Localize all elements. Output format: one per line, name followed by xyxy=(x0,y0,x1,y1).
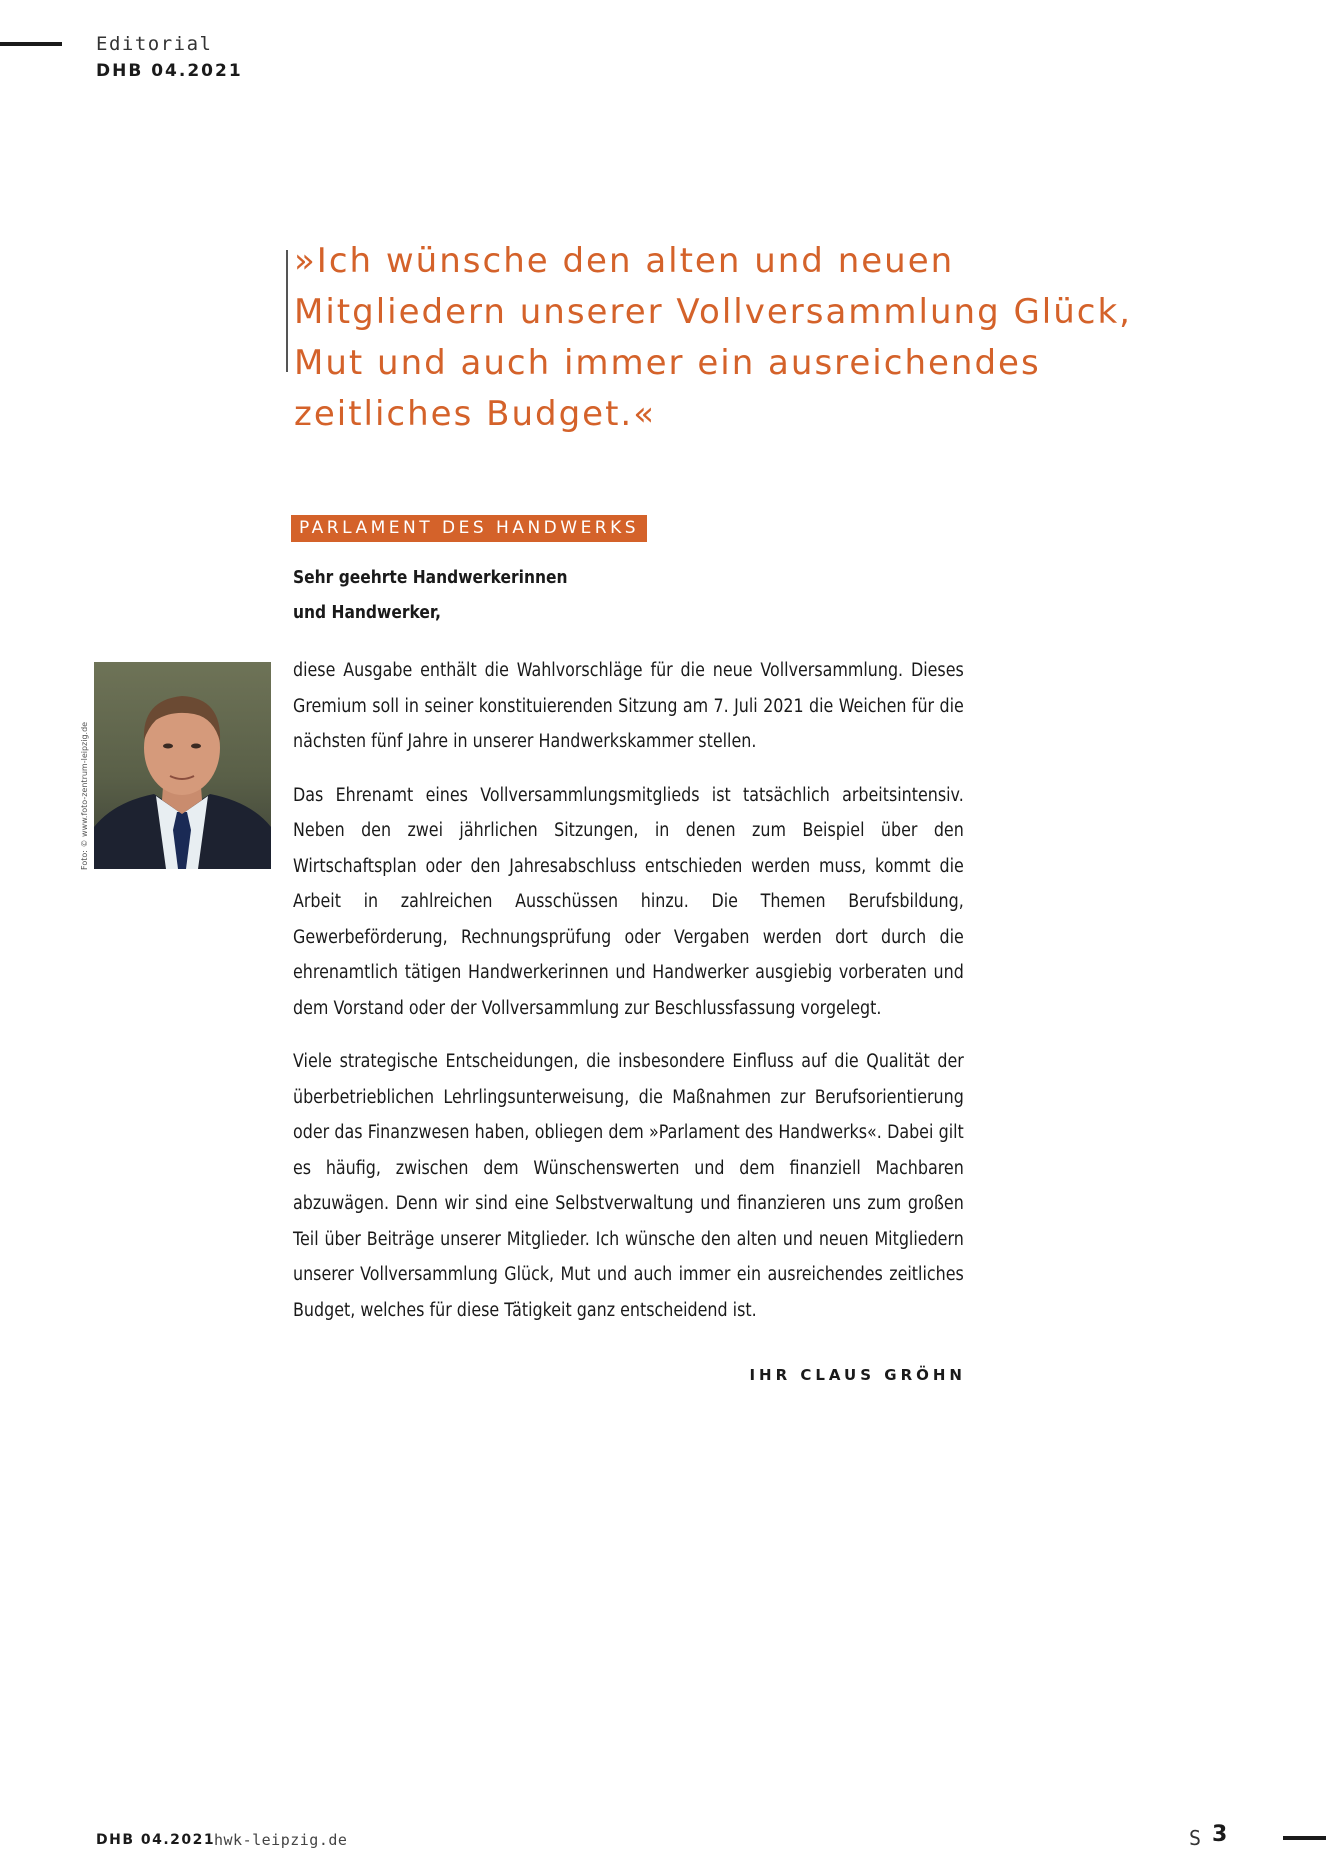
section-label: Editorial xyxy=(96,33,213,55)
footer-issue: DHB 04.2021 xyxy=(96,1832,216,1848)
footer-url[interactable]: hwk-leipzig.de xyxy=(214,1831,348,1849)
salutation xyxy=(293,560,637,630)
portrait-illustration xyxy=(94,662,271,869)
article-body xyxy=(293,653,964,1346)
signature: IHR CLAUS GRÖHN xyxy=(749,1366,966,1384)
paragraph-2: Das Ehrenamt eines Vollversammlungsmitglieds ist tatsächlich arbeitsintensiv. Neben den zwei jährlichen Sitzungen, in denen zum Beispiel über den Wirtschaftsplan oder den Jahresabschluss entschieden werden muss, kommt die Arbeit in zahlreichen Ausschüssen hinzu. Die Themen Berufsbildung, Gewerbeförderung, Rechnungsprüfung oder Vergaben werden dort durch die ehrenamtlich tätigen Handwerkerinnen und Handwerker ausgiebig vorberaten und dem Vorstand oder der Vollversammlung zur Beschlussfassung vorgelegt. xyxy=(293,784,964,1019)
footer-rule xyxy=(1283,1836,1326,1840)
portrait-photo xyxy=(94,662,271,869)
quote-bar xyxy=(286,250,288,372)
paragraph-3: Viele strategische Entscheidungen, die insbesondere Einfluss auf die Qualität der überbetrieblichen Lehrlingsunterweisung, die Maßnahmen zur Berufsorientierung oder das Finanzwesen haben, obliegen dem »Parlament des Handwerks«. Dabei gilt es häufig, zwischen dem Wünschenswerten und dem finanziell Machbaren abzuwägen. Denn wir sind eine Selbstverwaltung und finanzieren uns zum großen Teil über Beiträge unserer Mitglieder. Ich wünsche den alten und neuen Mitgliedern unserer Vollversammlung Glück, Mut und auch immer ein ausreichendes zeitliches Budget, welches für diese Tätigkeit ganz entscheidend ist. xyxy=(293,1051,964,1321)
pull-quote: »Ich wünsche den alten und neuen Mitgliedern unserer Vollversammlung Glück, Mut und auch immer ein ausreichendes zeitliches Budget.« xyxy=(294,241,1132,434)
paragraph-1: diese Ausgabe enthält die Wahlvorschläge für die neue Vollversammlung. Dieses Gremium soll in seiner konstituierenden Sitzung am 7. Juli 2021 die Weichen für die nächsten fünf Jahre in unserer Handwerkskammer stellen. xyxy=(293,660,964,752)
page-prefix: S xyxy=(1189,1826,1202,1850)
salutation-line-2: und Handwerker, xyxy=(293,602,442,623)
issue-label: DHB 04.2021 xyxy=(96,61,243,81)
photo-credit: Foto: © www.foto-zentrum-leipzig.de xyxy=(80,721,89,870)
page-number: 3 xyxy=(1212,1822,1228,1847)
article-kicker: PARLAMENT DES HANDWERKS xyxy=(291,515,647,542)
header-rule xyxy=(0,42,62,46)
salutation-line-1: Sehr geehrte Handwerkerinnen xyxy=(293,567,568,588)
